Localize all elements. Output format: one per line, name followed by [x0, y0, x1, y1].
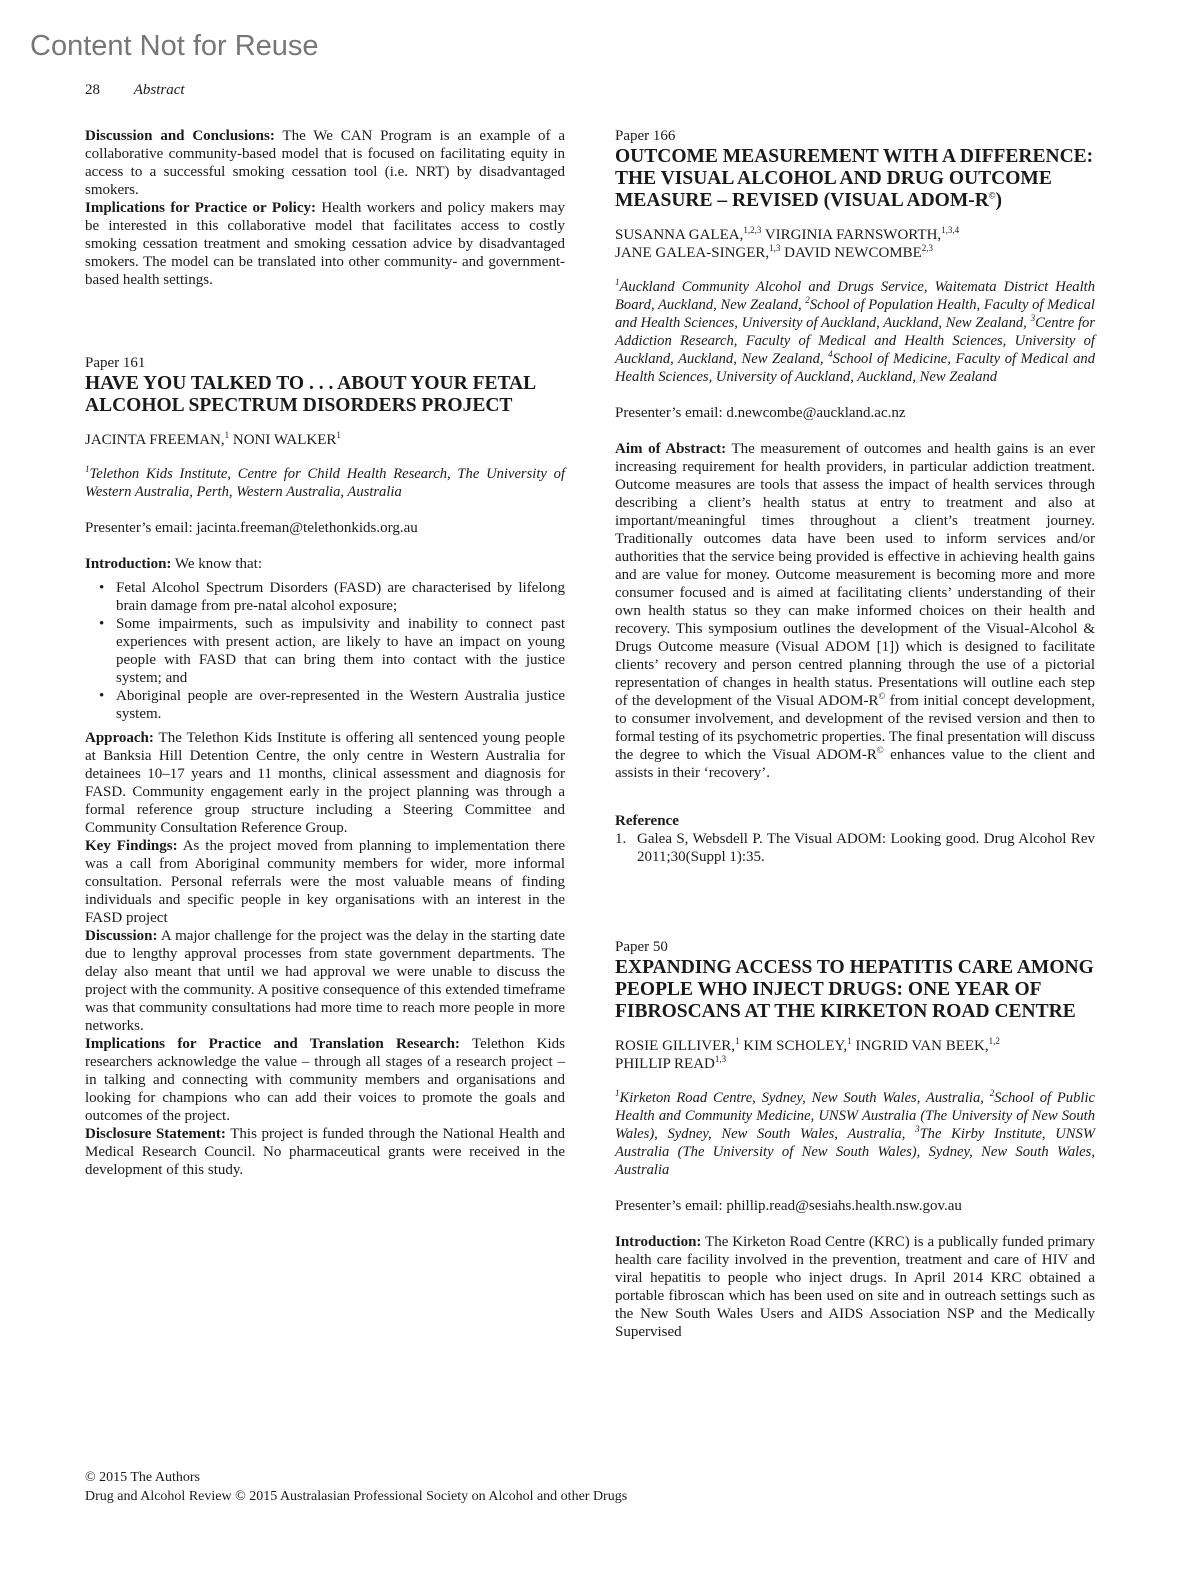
implications-paragraph — [85, 199, 565, 289]
implications-translation-paragraph — [85, 1035, 565, 1125]
reference-heading: Reference — [615, 813, 679, 829]
approach-paragraph — [85, 729, 565, 837]
left-column — [85, 127, 565, 1179]
section-lead: Key Findings: — [85, 838, 178, 854]
section-lead: Discussion: — [85, 928, 158, 944]
disclosure-paragraph — [85, 1125, 565, 1179]
page-number: 28 — [85, 82, 100, 98]
author-name: JACINTA FREEMAN, — [85, 432, 225, 448]
discussion-paragraph — [85, 927, 565, 1035]
paper-166 — [615, 127, 1095, 866]
author-affiliation-mark: 2,3 — [921, 243, 934, 253]
section-text: This project is funded through the National Health and Medical Research Council. No pharmaceutical grants were received in the development of this study. — [85, 1126, 565, 1178]
section-lead: Introduction: — [85, 556, 172, 572]
paper-number: Paper 166 — [615, 128, 676, 144]
list-item: • Aboriginal people are over-represented in the Western Australia justice system. — [99, 688, 565, 722]
author-name: DAVID NEWCOMBE — [780, 245, 922, 261]
author-list — [615, 226, 1095, 262]
paper-50 — [615, 938, 1095, 1341]
presenter-email: Presenter’s email: d.newcombe@auckland.ac.nz — [615, 405, 906, 421]
paper-161 — [85, 354, 565, 1179]
section-lead: Implications for Practice or Policy: — [85, 200, 316, 216]
author-name: PHILLIP READ — [615, 1056, 715, 1072]
author-name: ROSIE GILLIVER, — [615, 1038, 735, 1054]
author-name: KIM SCHOLEY, — [739, 1038, 848, 1054]
author-affiliation-mark: 1 — [336, 430, 341, 440]
introduction-paragraph: Introduction: The Kirketon Road Centre (KRC) is a publically funded primary health care facility involved in the prevention, treatment and care of HIV and viral hepatitis to people who inject drugs. In April 2014 KRC obtained a portable fibroscan which has been used on site and in outreach settings such as the New South Wales Users and AIDS Association NSP and the Medically Supervised — [615, 1234, 1095, 1340]
section-text: We know that: — [174, 556, 262, 572]
key-findings-paragraph — [85, 837, 565, 927]
section-lead: Implications for Practice and Translation Research: — [85, 1036, 460, 1052]
author-affiliation-mark: 1 — [224, 430, 230, 440]
list-item: • Some impairments, such as impulsivity and inability to connect past experiences with present action, are likely to have an impact on young people with FASD that can bring them into contact with the justice system; and — [99, 616, 565, 686]
footer-copyright: © 2015 The Authors — [85, 1470, 200, 1485]
section-lead: Discussion and Conclusions: — [85, 128, 275, 144]
section-text: Telethon Kids researchers acknowledge the value – through all stages of a research project – in talking and connecting with community members and organisations and looking for champions who can add their voices to promote the goals and outcomes of the project. — [85, 1036, 565, 1124]
presenter-email: Presenter’s email: jacinta.freeman@telethonkids.org.au — [85, 520, 418, 536]
paper-title: EXPANDING ACCESS TO HEPATITIS CARE AMONG PEOPLE WHO INJECT DRUGS: ONE YEAR OF FIBROSCANS AT THE KIRKETON ROAD CENTRE — [615, 957, 1094, 1022]
paper-title: OUTCOME MEASUREMENT WITH A DIFFERENCE: THE VISUAL ALCOHOL AND DRUG OUTCOME MEASURE – REVISED (VISUAL ADOM-R©) — [615, 146, 1094, 211]
section-lead: Disclosure Statement: — [85, 1126, 226, 1142]
section-lead: Approach: — [85, 730, 154, 746]
running-head — [85, 82, 185, 99]
section-text: A major challenge for the project was the delay in the starting date due to lengthy approval processes from state government departments. The delay also meant that until we had approval we were unable to discuss the project with the community. A positive consequence of this extended timeframe was that community consultations had more time to reach more people in more networks. — [85, 928, 565, 1034]
section-text: The We CAN Program is an example of a collaborative community-based model that is focused on facilitating equity in access to a successful smoking cessation tool (i.e. NRT) by disadvantaged smokers. — [85, 128, 565, 198]
section-text: Health workers and policy makers may be interested in this collaborative model that facilitates access to costly smoking cessation treatment and smoking cessation advice by disadvantaged smokers. The model can be translated into other community- and government-based health settings. — [85, 200, 566, 288]
author-name: SUSANNA GALEA, — [615, 227, 744, 243]
bullet-list — [85, 579, 565, 723]
author-name: NONI WALKER — [229, 432, 337, 448]
introduction-paragraph — [85, 555, 565, 573]
author-list: ROSIE GILLIVER,$^1$ KIM SCHOLEY,$^1$ INGRID VAN BEEK,$^{1,2}$ PHILLIP READ$^{1,3}$ — [615, 1036, 1000, 1072]
author-affiliation-mark: 1,3,4 — [941, 225, 960, 235]
section-text: The Telethon Kids Institute is offering all sentenced young people at Banksia Hill Detention Centre, the only centre in Western Australia for detainees 10–17 years and 11 months, clinical assessment and diagnosis for FASD. Community engagement early in the project planning was through a formal reference group structure including a Steering Committee and Community Consultation Reference Group. — [85, 730, 566, 836]
author-affiliation-mark: 1,2,3 — [743, 225, 762, 235]
section-text: As the project moved from planning to implementation there was a call from Aboriginal community members for wider, more informal consultation. Personal referrals were the most valuable means of finding individuals and specific people in key organisations with an interest in the FASD project — [85, 838, 565, 926]
aim-paragraph: Aim of Abstract: The measurement of outcomes and health gains is an ever increasing requirement for health providers, in particular addiction treatment. Outcome measures are tools that assess the impact of health services through describing a client’s health status at entry to treatment and also at important/meaningful times throughout a client’s treatment journey. Traditionally outcomes data have been used to inform services and/or authorities that the service being provided is effective in achieving health gains and are value for money. Outcome measurement is becoming more and more consumer focused and is aimed at facilitating clients’ understanding of their own health status so they can make informed choices on their health and recovery. This symposium outlines the development of the Visual-Alcohol & Drugs Outcome measure (Visual ADOM [1]) which is designed to facilitate clients’ recovery and person centred planning through the use of a pictorial representation of changes in health status. Presentations will outline each step of the development of the Visual ADOM-R© from initial concept development, to consumer involvement, and development of the revised version and then to formal testing of its psychometric properties. The final presentation will discuss the degree to which the Visual ADOM-R© enhances value to the client and assists in their ‘recovery’. — [615, 441, 1095, 781]
affiliation — [85, 465, 565, 501]
right-column — [615, 127, 1095, 1341]
affiliation: $^1$Auckland Community Alcohol and Drugs Service, Waitemata District Health Board, Auckland, New Zealand, $^2$School of Population Health, Faculty of Medical and Health Sciences, University of Auckland, Auckland, New Zealand, $^3$Centre for Addiction Research, Faculty of Medical and Health Sciences, University of Auckland, Auckland, New Zealand, $^4$School of Medicine, Faculty of Medical and Health Sciences, University of Auckland, Auckland, New Zealand — [615, 277, 1095, 385]
affiliation-text: Telethon Kids Institute, Centre for Child Health Research, The University of Western Australia, Perth, Western Australia, Australia — [85, 466, 565, 500]
section-lead: Aim of Abstract: — [615, 441, 727, 457]
paper-number: Paper 161 — [85, 355, 146, 371]
author-list — [85, 431, 565, 449]
author-affiliation-mark: 1,3 — [769, 243, 781, 253]
discussion-conclusions-paragraph — [85, 127, 565, 199]
reference-item: 1. Galea S, Websdell P. The Visual ADOM: Looking good. Drug Alcohol Rev 2011;30(Suppl 1):35. — [615, 831, 1095, 865]
author-name: VIRGINIA FARNSWORTH, — [761, 227, 942, 243]
paper-number: Paper 50 — [615, 939, 668, 955]
running-head-section: Abstract — [133, 82, 185, 98]
paper-title: HAVE YOU TALKED TO . . . ABOUT YOUR FETAL ALCOHOL SPECTRUM DISORDERS PROJECT — [85, 373, 536, 416]
page-footer — [85, 1468, 627, 1506]
affiliation: $^1$Kirketon Road Centre, Sydney, New South Wales, Australia, $^2$School of Public Health and Community Medicine, UNSW Australia (The University of New South Wales), Sydney, New South Wales, Australia, $^3$The Kirby Institute, UNSW Australia (The University of New South Wales), Sydney, New South Wales, Australia — [615, 1088, 1095, 1178]
watermark: Content Not for Reuse — [30, 30, 319, 62]
author-name: JANE GALEA-SINGER, — [615, 245, 770, 261]
presenter-email: Presenter’s email: phillip.read@sesiahs.health.nsw.gov.au — [615, 1198, 962, 1214]
author-name: INGRID VAN BEEK, — [851, 1038, 989, 1054]
section-lead: Introduction: — [615, 1234, 702, 1250]
list-item: • Fetal Alcohol Spectrum Disorders (FASD) are characterised by lifelong brain damage from pre-natal alcohol exposure; — [99, 580, 565, 614]
affiliation-mark: 1 — [85, 464, 90, 475]
footer-journal: Drug and Alcohol Review © 2015 Australasian Professional Society on Alcohol and other Drugs — [85, 1489, 628, 1504]
